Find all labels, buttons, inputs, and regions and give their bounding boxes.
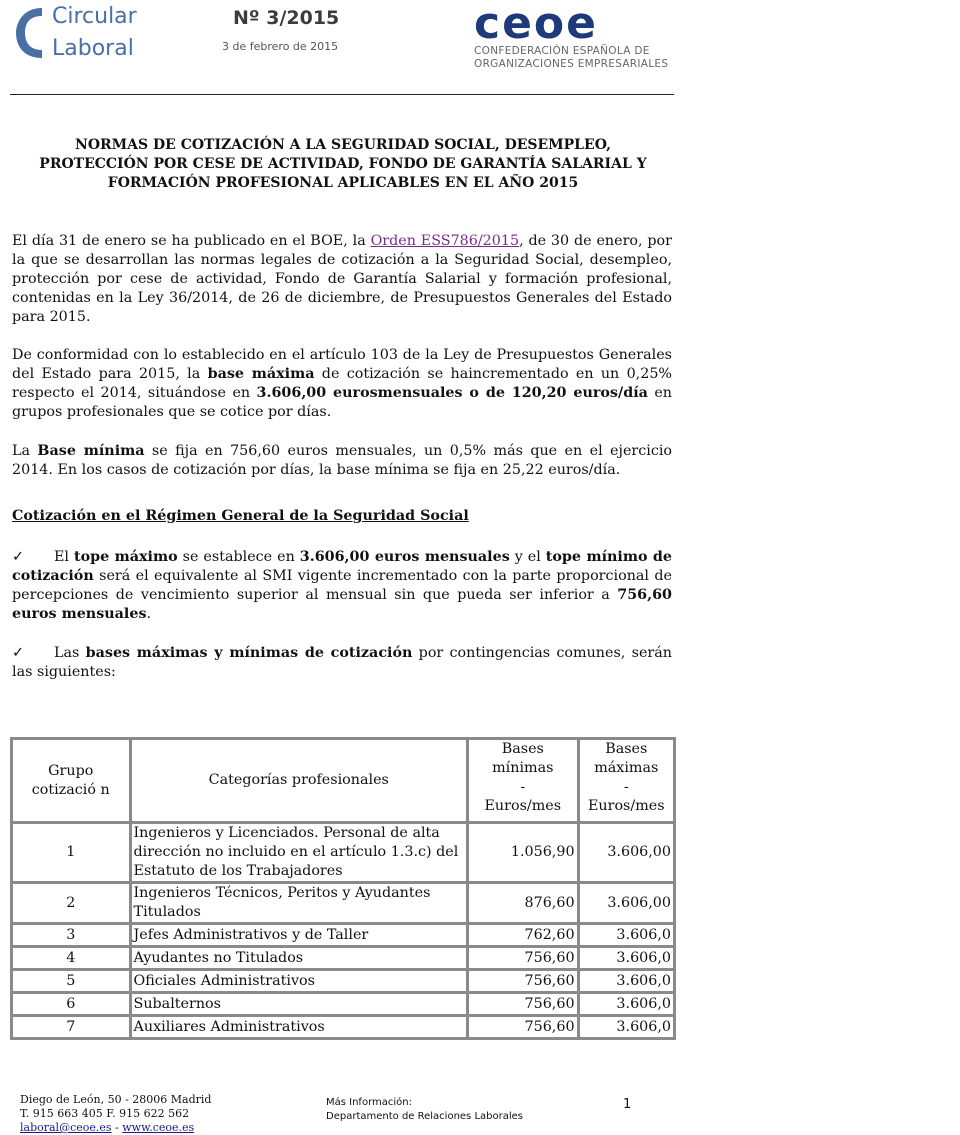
circular-date: 3 de febrero de 2015	[222, 40, 339, 53]
cell-max: 3.606,0	[578, 1016, 674, 1039]
check-icon: ✓	[12, 549, 24, 565]
cell-max: 3.606,0	[578, 993, 674, 1016]
cell-grupo: 2	[12, 883, 131, 924]
check-icon: ✓	[12, 645, 24, 661]
svg-text:ceoe: ceoe	[474, 6, 598, 42]
footer-info-label: Más Información:	[326, 1097, 412, 1108]
paragraph-base-minima: La Base mínima se fija en 756,60 euros mensuales, un 0,5% más que en el ejercicio 2014. En los casos de cotización por días, la base mínima se fija en 25,22 euros/día.	[12, 443, 673, 478]
cell-categoria: Ayudantes no Titulados	[130, 947, 468, 970]
cell-grupo: 7	[12, 1016, 131, 1039]
section-title: Cotización en el Régimen General de la Seguridad Social	[12, 508, 469, 524]
circular-logo-icon	[14, 4, 48, 62]
cell-categoria: Ingenieros y Licenciados. Personal de alta dirección no incluido en el artículo 1.3.c) del Estatuto de los Trabajadores	[130, 823, 468, 883]
table-row	[12, 823, 675, 883]
email-link[interactable]: laboral@ceoe.es	[20, 1121, 112, 1134]
cell-grupo: 1	[12, 823, 131, 883]
document-title	[12, 136, 674, 193]
footer-links: laboral@ceoe.es - www.ceoe.es	[20, 1121, 195, 1134]
cell-max: 3.606,0	[578, 970, 674, 993]
table-row	[12, 924, 675, 947]
table-row	[12, 970, 675, 993]
bases-table	[10, 737, 676, 1040]
footer-address: Diego de León, 50 - 28006 Madrid	[20, 1093, 212, 1106]
title-line-3: FORMACIÓN PROFESIONAL APLICABLES EN EL AÑO 2015	[107, 175, 579, 191]
footer-info-department: Departamento de Relaciones Laborales	[326, 1111, 523, 1122]
cell-categoria: Oficiales Administrativos	[130, 970, 468, 993]
footer-phones: T. 915 663 405 F. 915 622 562	[20, 1107, 190, 1120]
paragraph-base-maxima: De conformidad con lo establecido en el artículo 103 de la Ley de Presupuestos Generales del Estado para 2015, la base máxima de cotización se haincrementado en un 0,25% respecto el 2014, situándose en 3.606,00 eurosmensuales o de 120,20 euros/día en grupos profesionales que se cotice por días.	[12, 347, 672, 420]
brand-line-1: Circular	[52, 4, 137, 29]
title-line-1: NORMAS DE COTIZACIÓN A LA SEGURIDAD SOCIAL, DESEMPLEO,	[75, 137, 611, 153]
circular-number: Nº 3/2015	[233, 7, 340, 29]
ceoe-subtitle-line-2: ORGANIZACIONES EMPRESARIALES	[474, 58, 669, 70]
cell-grupo: 5	[12, 970, 131, 993]
cell-min: 756,60	[468, 993, 579, 1016]
footer-info	[326, 1096, 523, 1124]
footer-contact	[20, 1093, 211, 1135]
cell-max: 3.606,0	[578, 924, 674, 947]
cell-categoria: Ingenieros Técnicos, Peritos y Ayudantes Titulados	[130, 883, 468, 924]
page-number: 1	[623, 1097, 632, 1112]
cell-min: 876,60	[468, 883, 579, 924]
paragraph-boe: El día 31 de enero se ha publicado en el BOE, la Orden ESS786/2015, de 30 de enero, por la que se desarrollan las normas legales de cotización a la Seguridad Social, desempleo, protección por cese de actividad, Fondo de Garantía Salarial y formación profesional, contenidas en la Ley 36/2014, de 26 de diciembre, de Presupuestos Generales del Estado para 2015.	[12, 233, 672, 325]
table-row	[12, 883, 675, 924]
cell-grupo: 3	[12, 924, 131, 947]
table-row	[12, 993, 675, 1016]
header-grupo: Grupo cotizació n	[12, 739, 131, 823]
ceoe-subtitle-line-1: CONFEDERACIÓN ESPAÑOLA DE	[474, 45, 650, 57]
bullet-tope: ✓ El tope máximo se establece en 3.606,00 euros mensuales y el tope mínimo de cotización será el equivalente al SMI vigente incrementado con la parte proporcional de percepciones de vencimiento superior al mensual sin que pueda ser inferior a 756,60 euros mensuales.	[12, 549, 672, 622]
cell-categoria: Jefes Administrativos y de Taller	[130, 924, 468, 947]
cell-max: 3.606,0	[578, 947, 674, 970]
header-bases-maximas: Bases máximas - Euros/mes	[578, 739, 674, 823]
web-link[interactable]: www.ceoe.es	[122, 1121, 195, 1134]
cell-min: 756,60	[468, 970, 579, 993]
cell-grupo: 6	[12, 993, 131, 1016]
cell-grupo: 4	[12, 947, 131, 970]
cell-categoria: Auxiliares Administrativos	[130, 1016, 468, 1039]
cell-min: 756,60	[468, 1016, 579, 1039]
orden-link[interactable]: Orden ESS786/2015	[370, 233, 520, 249]
bullet-bases: ✓ Las bases máximas y mínimas de cotización por contingencias comunes, serán las siguientes:	[12, 645, 672, 680]
table-row	[12, 1016, 675, 1039]
cell-min: 1.056,90	[468, 823, 579, 883]
cell-min: 762,60	[468, 924, 579, 947]
brand-line-2: Laboral	[52, 36, 134, 61]
ceoe-logo	[474, 6, 664, 42]
table-row	[12, 947, 675, 970]
cell-categoria: Subalternos	[130, 993, 468, 1016]
header-divider	[10, 94, 674, 95]
cell-min: 756,60	[468, 947, 579, 970]
title-line-2: PROTECCIÓN POR CESE DE ACTIVIDAD, FONDO DE GARANTÍA SALARIAL Y	[39, 156, 647, 172]
header-bases-minimas: Bases mínimas - Euros/mes	[468, 739, 579, 823]
cell-max: 3.606,00	[578, 823, 674, 883]
cell-max: 3.606,00	[578, 883, 674, 924]
table-header-row	[12, 739, 675, 823]
ceoe-subtitle	[474, 45, 668, 71]
header-categorias: Categorías profesionales	[130, 739, 468, 823]
